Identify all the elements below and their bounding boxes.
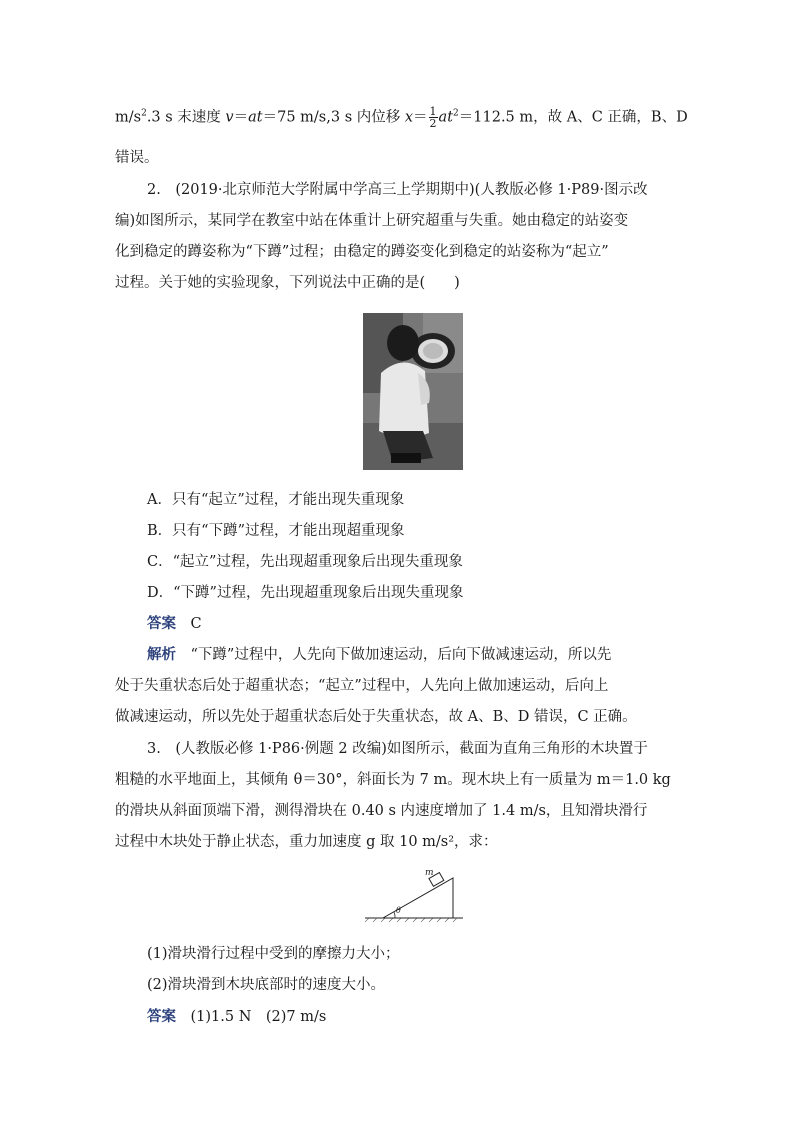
answer-value: (1)1.5 N (2)7 m/s <box>190 1009 327 1025</box>
analysis-line-1 <box>147 645 717 665</box>
sub-question-1: (1)滑块滑行过程中受到的摩擦力大小； <box>147 946 400 962</box>
question-2-line-2: 编)如图所示，某同学在教室中站在体重计上研究超重与失重。她由稳定的站姿变 <box>115 213 629 229</box>
fraction <box>429 106 438 129</box>
mass-label: m <box>425 868 434 878</box>
text-segment: m/s <box>115 109 142 126</box>
analysis-line-3: 做减速运动，所以先处于超重状态后处于失重状态，故 A、B、D 错误，C 正确。 <box>115 709 637 725</box>
solution-text-line-2: 错误。 <box>115 150 159 166</box>
math-var: v <box>225 109 234 126</box>
angle-label: θ <box>396 906 401 915</box>
option-c: C．“起立”过程，先出现超重现象后出现失重现象 <box>147 554 463 570</box>
answer-line-q3 <box>147 1007 717 1027</box>
question-2-line-1: 2. (2019·北京师范大学附属中学高三上学期期中)(人教版必修 1·P89·图示改 <box>147 182 648 198</box>
analysis-label: 解析 <box>147 647 176 663</box>
text-segment: ＝75 m/s,3 s 内位移 <box>262 109 405 126</box>
analysis-line-2: 处于失重状态后处于超重状态；“起立”过程中，人先向上做加速运动，后向上 <box>115 678 609 694</box>
math-var: x <box>404 109 414 126</box>
text-segment: ＝112.5 m，故 A、C 正确，B、D <box>458 109 688 126</box>
answer-label: 答案 <box>147 616 176 632</box>
math-var: at <box>248 109 263 126</box>
solution-text-line-1 <box>115 105 688 130</box>
analysis-text: “下蹲”过程中，人先向下做加速运动，后向下做减速运动，所以先 <box>190 647 612 663</box>
fraction-numerator: 1 <box>429 105 437 118</box>
answer-label: 答案 <box>147 1009 176 1025</box>
question-2-line-3: 化到稳定的蹲姿称为“下蹲”过程；由稳定的蹲姿变化到稳定的站姿称为“起立” <box>115 244 609 260</box>
photo-illustration <box>363 313 463 470</box>
question-3-line-1: 3. (人教版必修 1·P86·例题 2 改编)如图所示，截面为直角三角形的木块置于 <box>147 741 648 757</box>
text-segment: .3 s 末速度 <box>146 109 226 126</box>
text-segment: ＝ <box>413 109 428 126</box>
inclined-plane-diagram <box>365 868 463 923</box>
answer-value: C <box>190 616 202 632</box>
superscript: 2 <box>141 108 147 119</box>
option-b: B．只有“下蹲”过程，才能出现超重现象 <box>147 523 405 539</box>
fraction-denominator: 2 <box>429 117 437 130</box>
question-3-line-2: 粗糙的水平地面上，其倾角 θ＝30°，斜面长为 7 m。现木块上有一质量为 m＝1.0 kg <box>115 772 671 788</box>
sub-question-2: (2)滑块滑到木块底部时的速度大小。 <box>147 977 386 993</box>
math-var: at <box>438 109 454 126</box>
option-a: A．只有“起立”过程，才能出现失重现象 <box>147 492 405 508</box>
inclined-plane-svg <box>365 868 463 923</box>
text-segment: ＝ <box>233 109 249 126</box>
option-d: D．“下蹲”过程，先出现超重现象后出现失重现象 <box>147 585 464 601</box>
question-2-line-4: 过程。关于她的实验现象，下列说法中正确的是( ) <box>115 275 460 291</box>
question-3-line-3: 的滑块从斜面顶端下滑，测得滑块在 0.40 s 内速度增加了 1.4 m/s，且知滑块滑行 <box>115 803 648 819</box>
question-3-line-4: 过程中木块处于静止状态，重力加速度 g 取 10 m/s²，求： <box>115 834 498 850</box>
superscript: 2 <box>453 108 459 119</box>
answer-line-q2 <box>147 614 717 634</box>
student-on-scale-photo <box>363 313 463 470</box>
